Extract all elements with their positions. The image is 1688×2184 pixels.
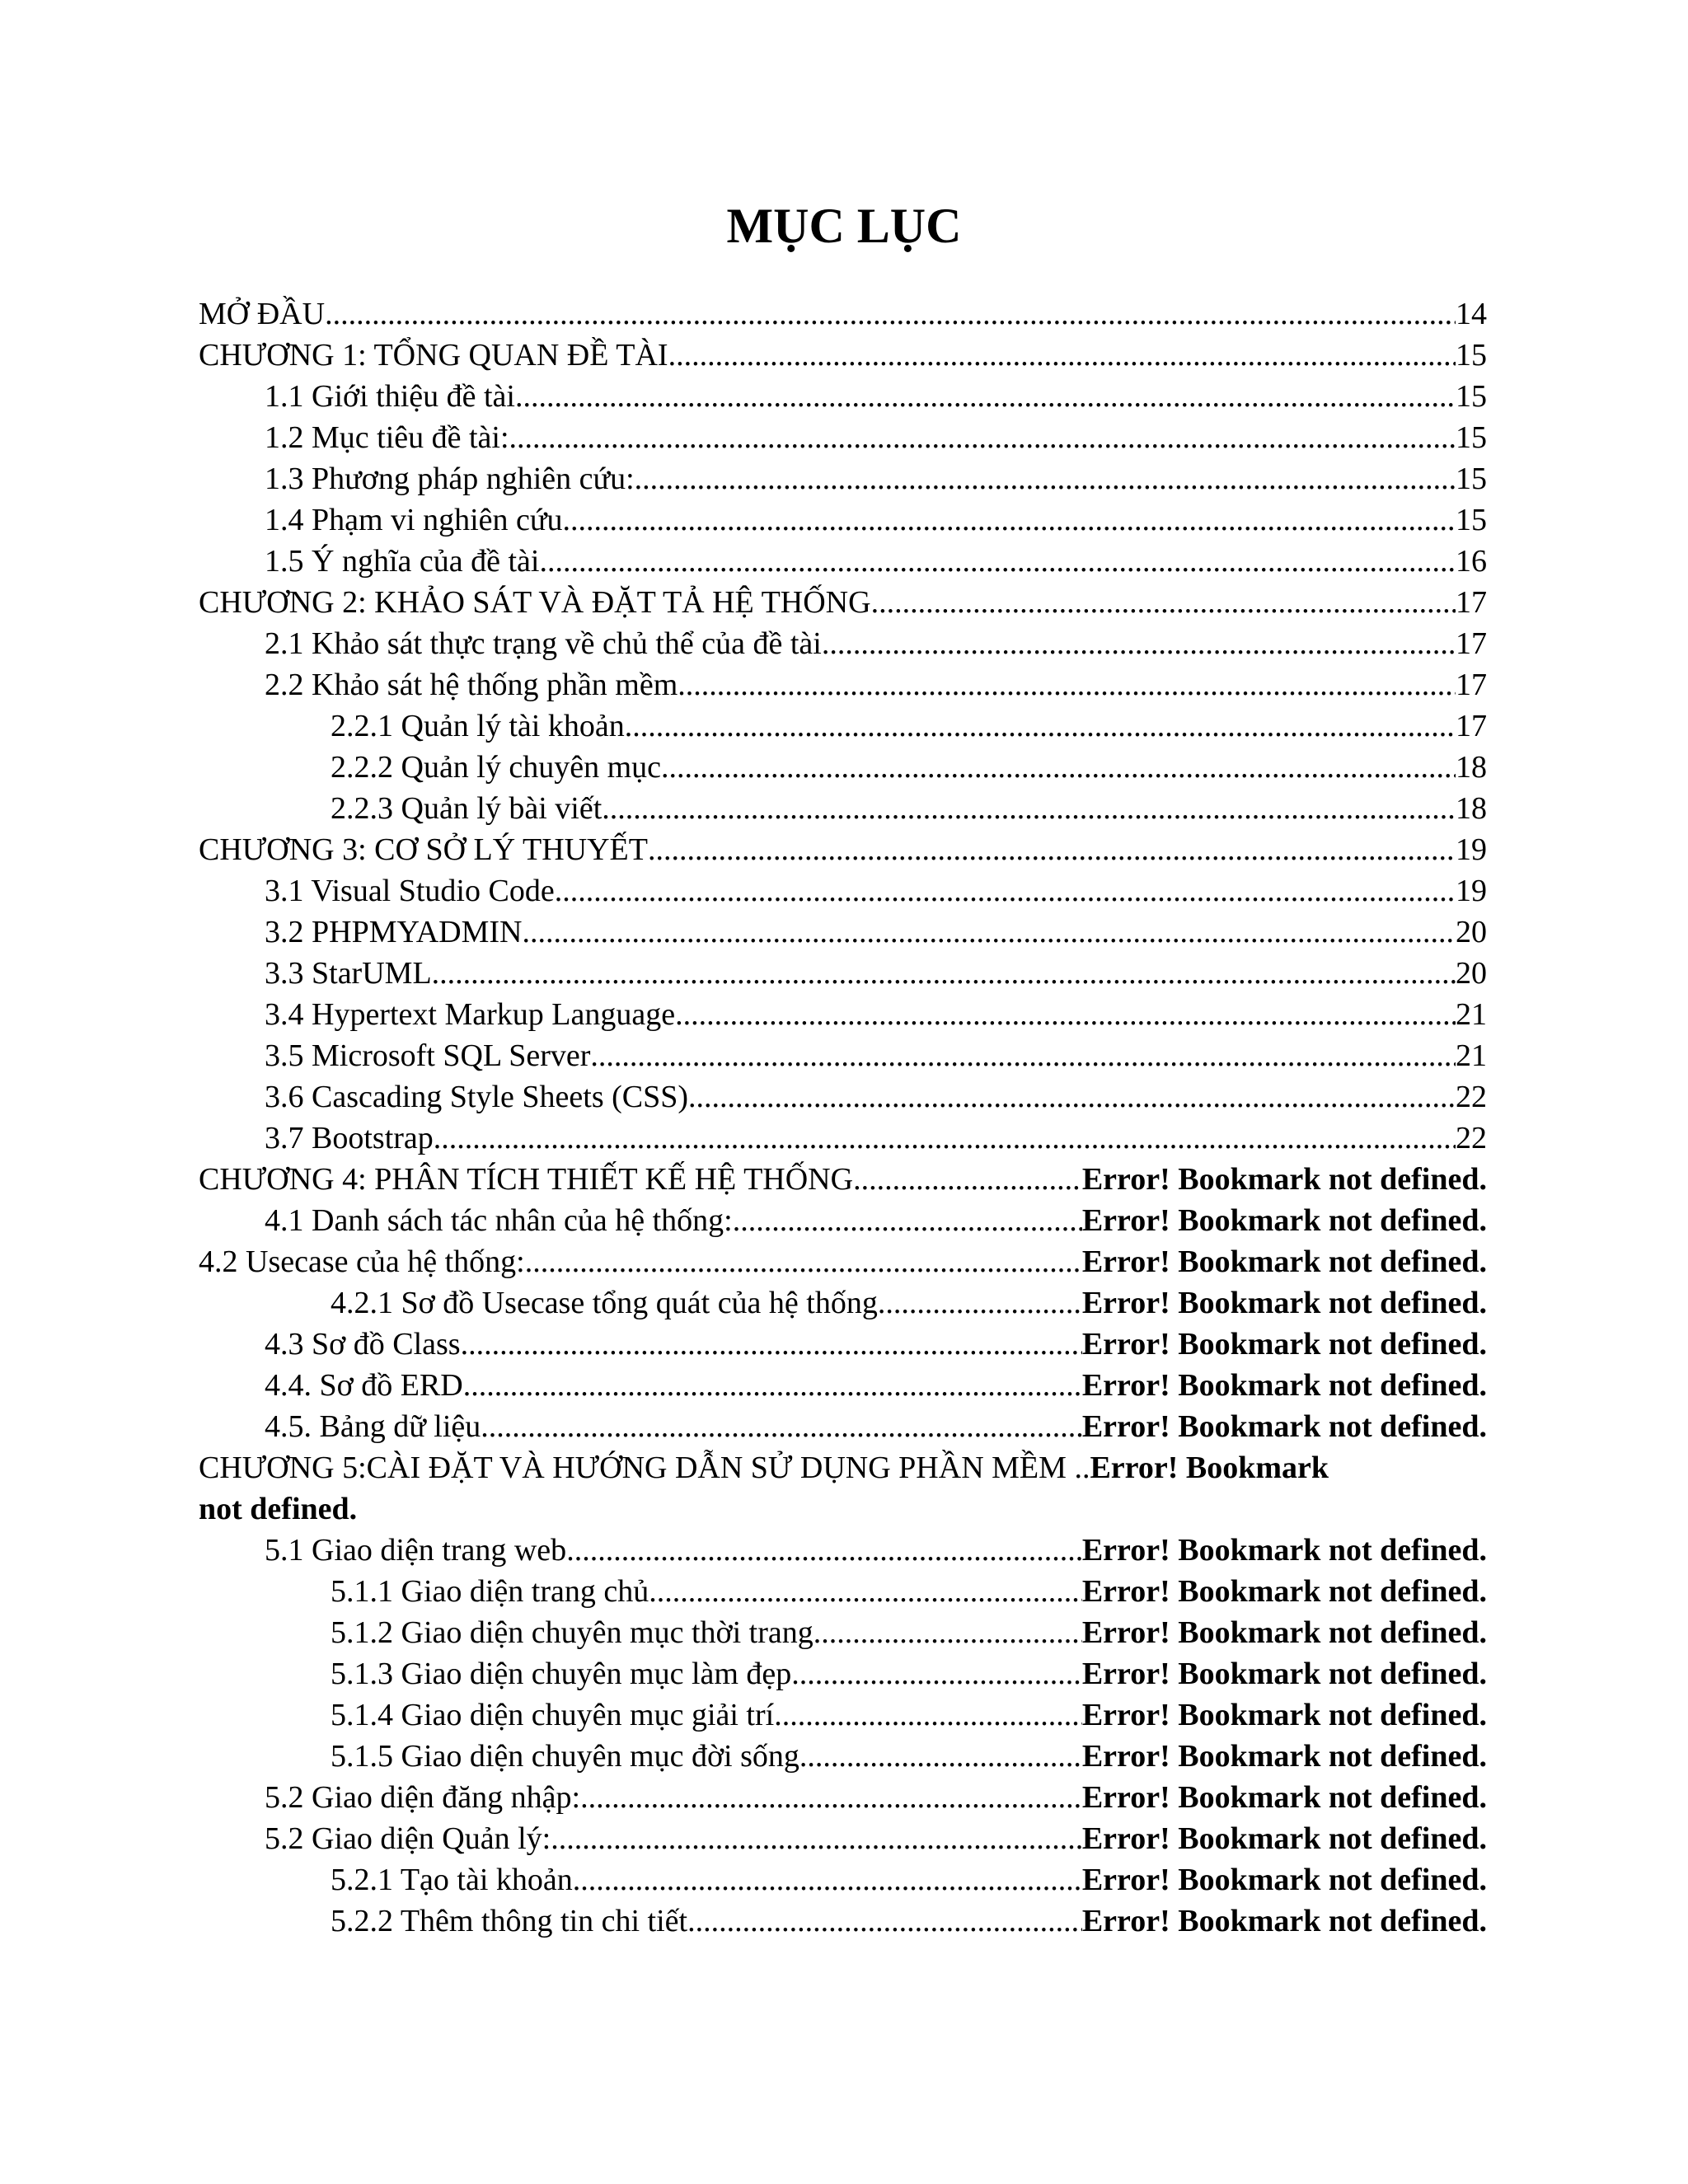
toc-entry-text: 3.6 Cascading Style Sheets (CSS) <box>265 1080 689 1114</box>
toc-leader <box>791 1653 1082 1694</box>
toc-entry[interactable] <box>199 1612 1487 1653</box>
toc-leader <box>461 1324 1082 1365</box>
toc-section-before <box>199 293 1487 1447</box>
toc-page-number: Error! Bookmark not defined. <box>1081 1780 1487 1815</box>
toc-page-number: Error! Bookmark not defined. <box>1081 1698 1487 1732</box>
toc-entry[interactable] <box>199 499 1487 541</box>
toc-leader <box>434 1118 1456 1159</box>
toc-leader <box>432 953 1456 994</box>
toc-entry-text: 5.2.1 Tạo tài khoản <box>331 1863 573 1897</box>
toc-entry[interactable] <box>199 541 1487 582</box>
toc-entry-text: 3.4 Hypertext Markup Language <box>265 997 676 1032</box>
toc-leader <box>648 829 1456 870</box>
toc-leader <box>687 1900 1082 1942</box>
toc-entry-text: 4.2 Usecase của hệ thống: <box>199 1244 525 1279</box>
toc-page-number: Error! Bookmark not defined. <box>1081 1409 1487 1444</box>
toc-entry[interactable] <box>199 335 1487 376</box>
toc-entry[interactable] <box>199 1736 1487 1777</box>
toc-leader <box>573 1859 1082 1900</box>
toc-page-number: 15 <box>1456 420 1487 455</box>
toc-entry-text: 4.1 Danh sách tác nhân của hệ thống: <box>265 1203 733 1238</box>
toc-leader <box>668 335 1456 376</box>
toc-entry-text: 2.2.2 Quản lý chuyên mục <box>331 750 662 785</box>
toc-entry[interactable] <box>199 1282 1487 1324</box>
toc-entry-text: 4.3 Sơ đồ Class <box>265 1327 461 1361</box>
toc-leader <box>602 788 1456 829</box>
toc-page-number-continued: not defined. <box>199 1492 358 1526</box>
toc-entry-text: 5.1.1 Giao diện trang chủ <box>331 1574 649 1609</box>
toc-page-number: 19 <box>1456 874 1487 908</box>
toc-entry[interactable] <box>199 1530 1487 1571</box>
toc-entry[interactable] <box>199 1118 1487 1159</box>
toc-page-number: 19 <box>1456 832 1487 867</box>
toc-entry-wrapped[interactable] <box>199 1447 1487 1530</box>
toc-leader <box>463 1365 1082 1406</box>
toc-entry-text: 5.1.2 Giao diện chuyên mục thời trang <box>331 1615 814 1650</box>
toc-leader <box>774 1694 1082 1736</box>
toc-page-number: 17 <box>1456 668 1487 702</box>
toc-leader <box>563 499 1456 541</box>
toc-leader <box>580 1777 1082 1818</box>
toc-entry[interactable] <box>199 1818 1487 1859</box>
toc-entry-text: 5.1.5 Giao diện chuyên mục đời sống <box>331 1739 799 1774</box>
toc-page-number: 21 <box>1456 1038 1487 1073</box>
toc-entry-text: 5.1 Giao diện trang web <box>265 1533 567 1568</box>
toc-leader <box>661 747 1456 788</box>
toc-leader <box>799 1736 1082 1777</box>
toc-leader <box>523 912 1456 953</box>
toc-entry-text: 3.3 StarUML <box>265 956 432 991</box>
toc-entry[interactable] <box>199 994 1487 1035</box>
toc-leader <box>509 417 1456 458</box>
toc-page-number: Error! Bookmark not defined. <box>1081 1244 1487 1279</box>
toc-leader <box>814 1612 1082 1653</box>
toc-entry[interactable] <box>199 1900 1487 1942</box>
toc-page-number: Error! Bookmark not defined. <box>1081 1368 1487 1403</box>
toc-entry[interactable] <box>199 1571 1487 1612</box>
toc-entry-text: CHƯƠNG 4: PHÂN TÍCH THIẾT KẾ HỆ THỐNG <box>199 1162 854 1197</box>
toc-entry[interactable] <box>199 1159 1487 1200</box>
toc-leader <box>871 582 1456 623</box>
toc-entry-text: CHƯƠNG 1: TỔNG QUAN ĐỀ TÀI <box>199 338 668 373</box>
toc-page-number: Error! Bookmark not defined. <box>1081 1286 1487 1320</box>
toc-entry[interactable] <box>199 1694 1487 1736</box>
toc-entry[interactable] <box>199 664 1487 705</box>
toc-page-number: 15 <box>1456 462 1487 496</box>
toc-entry-text: 3.7 Bootstrap <box>265 1121 434 1155</box>
toc-page-number: 20 <box>1456 956 1487 991</box>
toc-entry-text: 2.2 Khảo sát hệ thống phần mềm <box>265 668 678 702</box>
toc-leader <box>829 623 1456 664</box>
toc-entry-text: 2.1 Khảo sát thực trạng về chủ thể của đề tài. <box>265 626 830 661</box>
toc-entry[interactable] <box>199 1200 1487 1241</box>
toc-leader <box>551 1818 1082 1859</box>
toc-entry-text: CHƯƠNG 2: KHẢO SÁT VÀ ĐẶT TẢ HỆ THỐNG <box>199 585 871 620</box>
toc-entry[interactable] <box>199 953 1487 994</box>
toc-entry[interactable] <box>199 1653 1487 1694</box>
toc-leader <box>325 293 1456 335</box>
toc-entry-text: MỞ ĐẦU <box>199 297 326 331</box>
toc-entry[interactable] <box>199 1324 1487 1365</box>
toc-page-number: 17 <box>1456 626 1487 661</box>
toc-entry-text: 3.1 Visual Studio Code <box>265 874 555 908</box>
toc-entry[interactable] <box>199 458 1487 499</box>
table-of-contents <box>199 293 1487 1942</box>
toc-page-number: Error! Bookmark not defined. <box>1081 1615 1487 1650</box>
toc-entry[interactable] <box>199 1076 1487 1118</box>
toc-entry[interactable] <box>199 1859 1487 1900</box>
toc-entry[interactable] <box>199 417 1487 458</box>
toc-page-number: 16 <box>1456 544 1487 579</box>
toc-leader <box>853 1159 1082 1200</box>
toc-entry-text: 3.5 Microsoft SQL Server <box>265 1038 591 1073</box>
toc-leader <box>878 1282 1082 1324</box>
toc-page-number: Error! Bookmark not defined. <box>1081 1533 1487 1568</box>
toc-entry[interactable] <box>199 582 1487 623</box>
toc-entry-text: 4.2.1 Sơ đồ Usecase tổng quát của hệ thống <box>331 1286 878 1320</box>
toc-entry[interactable] <box>199 705 1487 747</box>
toc-entry[interactable] <box>199 747 1487 788</box>
toc-page-number: 14 <box>1456 297 1487 331</box>
toc-leader <box>733 1200 1082 1241</box>
toc-entry-text: 5.2.2 Thêm thông tin chi tiết <box>331 1904 688 1938</box>
toc-entry[interactable] <box>199 912 1487 953</box>
toc-entry-text: CHƯƠNG 5:CÀI ĐẶT VÀ HƯỚNG DẪN SỬ DỤNG PHẦN MỀM <box>199 1451 1067 1485</box>
toc-leader <box>525 1241 1082 1282</box>
toc-page-number: 18 <box>1456 791 1487 826</box>
toc-page-number: Error! Bookmark not defined. <box>1081 1574 1487 1609</box>
toc-entry-text: 4.5. Bảng dữ liệu <box>265 1409 481 1444</box>
toc-leader <box>649 1571 1082 1612</box>
toc-page-number: 17 <box>1456 709 1487 743</box>
toc-entry-text: 5.1.4 Giao diện chuyên mục giải trí <box>331 1698 775 1732</box>
toc-page-number: Error! Bookmark <box>1090 1451 1329 1485</box>
toc-leader <box>539 541 1456 582</box>
toc-entry-text: 1.3 Phương pháp nghiên cứu: <box>265 462 635 496</box>
toc-entry-text: 1.4 Phạm vi nghiên cứu <box>265 503 563 537</box>
toc-leader <box>515 376 1456 417</box>
toc-entry-text: 5.2 Giao diện Quản lý: <box>265 1821 551 1856</box>
toc-page-number: 17 <box>1456 585 1487 620</box>
toc-page-number: 18 <box>1456 750 1487 785</box>
toc-section-after <box>199 1530 1487 1942</box>
toc-entry[interactable] <box>199 623 1487 664</box>
toc-page-number: Error! Bookmark not defined. <box>1081 1162 1487 1197</box>
toc-leader <box>625 705 1456 747</box>
toc-page-number: Error! Bookmark not defined. <box>1081 1739 1487 1774</box>
toc-entry[interactable] <box>199 1406 1487 1447</box>
toc-entry-text: 2.2.3 Quản lý bài viết <box>331 791 603 826</box>
toc-leader <box>566 1530 1082 1571</box>
toc-entry-text: 1.2 Mục tiêu đề tài: <box>265 420 509 455</box>
toc-entry[interactable] <box>199 376 1487 417</box>
toc-page-number: Error! Bookmark not defined. <box>1081 1904 1487 1938</box>
toc-leader <box>635 458 1456 499</box>
toc-entry[interactable] <box>199 788 1487 829</box>
toc-entry[interactable] <box>199 1777 1487 1818</box>
toc-title: MỤC LỤC <box>726 199 962 253</box>
toc-entry[interactable] <box>199 870 1487 912</box>
toc-leader <box>675 994 1456 1035</box>
toc-entry[interactable] <box>199 1035 1487 1076</box>
toc-leader <box>688 1076 1456 1118</box>
toc-page-number: 22 <box>1456 1121 1487 1155</box>
toc-entry-text: 5.1.3 Giao diện chuyên mục làm đẹp <box>331 1657 792 1691</box>
toc-page-number: Error! Bookmark not defined. <box>1081 1203 1487 1238</box>
toc-page-number: 15 <box>1456 338 1487 373</box>
toc-entry-text: 1.5 Ý nghĩa của đề tài <box>265 544 540 579</box>
toc-page-number: 21 <box>1456 997 1487 1032</box>
toc-page-number: 20 <box>1456 915 1487 949</box>
toc-entry[interactable] <box>199 1241 1487 1282</box>
toc-entry[interactable] <box>199 1365 1487 1406</box>
toc-entry[interactable] <box>199 829 1487 870</box>
toc-entry-text: 2.2.1 Quản lý tài khoản <box>331 709 625 743</box>
toc-entry-text: CHƯƠNG 3: CƠ SỞ LÝ THUYẾT <box>199 832 648 867</box>
toc-entry[interactable] <box>199 293 1487 335</box>
toc-leader <box>678 664 1456 705</box>
toc-entry-text: 5.2 Giao diện đăng nhập: <box>265 1780 581 1815</box>
toc-entry-text: 4.4. Sơ đồ ERD <box>265 1368 463 1403</box>
toc-page-number: 15 <box>1456 379 1487 414</box>
toc-page-number: Error! Bookmark not defined. <box>1081 1327 1487 1361</box>
toc-entry-text: 3.2 PHPMYADMIN <box>265 915 523 949</box>
toc-page-number: Error! Bookmark not defined. <box>1081 1821 1487 1856</box>
toc-leader <box>555 870 1456 912</box>
toc-page-number: 22 <box>1456 1080 1487 1114</box>
toc-entry-text: 1.1 Giới thiệu đề tài <box>265 379 515 414</box>
toc-page-number: Error! Bookmark not defined. <box>1081 1863 1487 1897</box>
toc-leader <box>481 1406 1082 1447</box>
toc-page-number: 15 <box>1456 503 1487 537</box>
toc-page-number: Error! Bookmark not defined. <box>1081 1657 1487 1691</box>
toc-leader: .. <box>1066 1451 1090 1485</box>
toc-leader <box>590 1035 1456 1076</box>
